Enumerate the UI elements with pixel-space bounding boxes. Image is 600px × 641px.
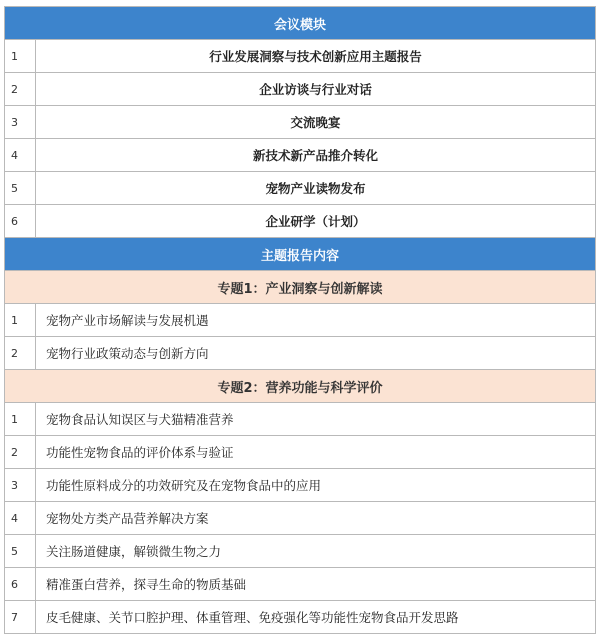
row-number: 1 bbox=[5, 40, 36, 72]
row-text: 功能性原料成分的功效研究及在宠物食品中的应用 bbox=[46, 478, 322, 493]
table-row bbox=[4, 568, 596, 601]
topic2-header bbox=[4, 370, 596, 403]
table-row bbox=[4, 205, 596, 238]
report-content-header bbox=[4, 238, 596, 271]
row-text: 宠物产业市场解读与发展机遇 bbox=[46, 313, 209, 328]
row-number: 2 bbox=[5, 337, 36, 369]
table-row bbox=[4, 469, 596, 502]
row-text: 宠物食品认知误区与犬猫精准营养 bbox=[46, 412, 234, 427]
row-text: 交流晚宴 bbox=[290, 115, 341, 130]
row-number: 6 bbox=[5, 205, 36, 237]
topic1-header bbox=[4, 271, 596, 304]
table-row bbox=[4, 337, 596, 370]
table-row bbox=[4, 601, 596, 634]
meeting-module-title: 会议模块 bbox=[273, 17, 326, 33]
row-number: 4 bbox=[5, 139, 36, 171]
row-number: 4 bbox=[5, 502, 36, 534]
row-number: 5 bbox=[5, 535, 36, 567]
row-number: 5 bbox=[5, 172, 36, 204]
table-row bbox=[4, 535, 596, 568]
report-content-title: 主题报告内容 bbox=[260, 248, 339, 264]
table-row bbox=[4, 304, 596, 337]
table-row bbox=[4, 403, 596, 436]
table-row bbox=[4, 172, 596, 205]
row-number: 3 bbox=[5, 469, 36, 501]
table-row bbox=[4, 502, 596, 535]
row-text: 企业研学（计划） bbox=[265, 214, 366, 229]
table-row bbox=[4, 40, 596, 73]
row-text: 宠物行业政策动态与创新方向 bbox=[46, 346, 209, 361]
row-text: 企业访谈与行业对话 bbox=[259, 82, 372, 97]
row-number: 1 bbox=[5, 304, 36, 336]
row-text: 宠物处方类产品营养解决方案 bbox=[46, 511, 209, 526]
meeting-module-header bbox=[4, 7, 596, 40]
table-row bbox=[4, 139, 596, 172]
topic2-title: 专题2：营养功能与科学评价 bbox=[217, 380, 383, 396]
row-text: 功能性宠物食品的评价体系与验证 bbox=[46, 445, 234, 460]
row-number: 7 bbox=[5, 601, 36, 633]
row-number: 1 bbox=[5, 403, 36, 435]
row-number: 2 bbox=[5, 436, 36, 468]
row-text: 行业发展洞察与技术创新应用主题报告 bbox=[209, 49, 422, 64]
table-row bbox=[4, 73, 596, 106]
row-number: 2 bbox=[5, 73, 36, 105]
row-number: 3 bbox=[5, 106, 36, 138]
row-text: 关注肠道健康，解锁微生物之力 bbox=[46, 544, 222, 559]
row-text: 精准蛋白营养，探寻生命的物质基础 bbox=[46, 577, 247, 592]
table-row bbox=[4, 106, 596, 139]
row-number: 6 bbox=[5, 568, 36, 600]
row-text: 宠物产业读物发布 bbox=[265, 181, 366, 196]
row-text: 新技术新产品推介转化 bbox=[252, 148, 378, 163]
row-text: 皮毛健康、关节口腔护理、体重管理、免疫强化等功能性宠物食品开发思路 bbox=[46, 610, 459, 625]
table-row bbox=[4, 436, 596, 469]
topic1-title: 专题1：产业洞察与创新解读 bbox=[217, 281, 383, 297]
agenda-table bbox=[4, 6, 596, 634]
